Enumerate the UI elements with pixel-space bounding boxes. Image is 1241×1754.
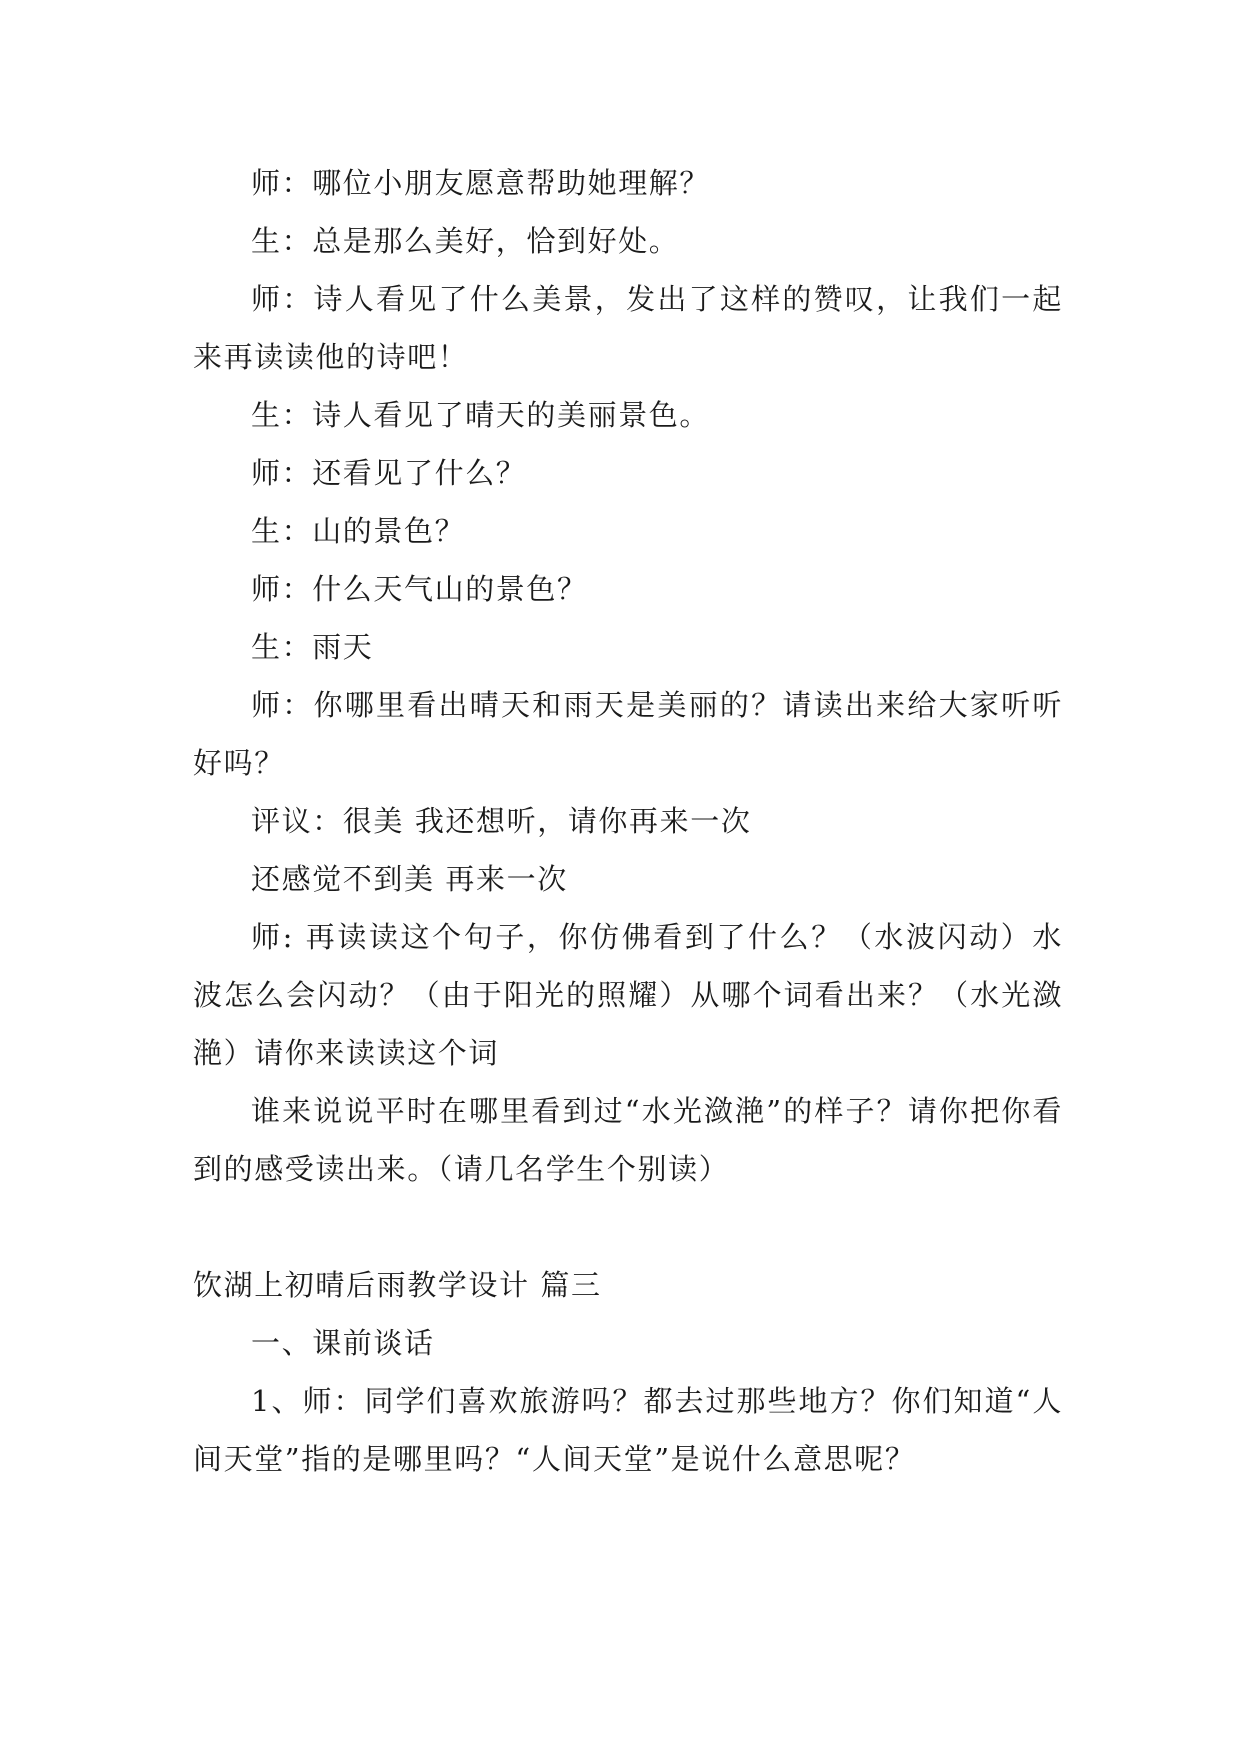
paragraph: 还感觉不到美 再来一次 <box>251 862 568 896</box>
paragraph: 生：山的景色？ <box>251 514 466 548</box>
paragraph: 师：哪位小朋友愿意帮助她理解？ <box>251 166 711 200</box>
paragraph: 评议：很美 我还想听，请你再来一次 <box>251 804 752 838</box>
paragraph: 师：还看见了什么？ <box>251 456 527 490</box>
paragraph: 师：你哪里看出晴天和雨天是美丽的？请读出来给大家听听好吗？ <box>193 688 1063 780</box>
paragraph: 生：诗人看见了晴天的美丽景色。 <box>251 398 711 432</box>
section-spacer <box>193 1198 1063 1256</box>
paragraph: 生：总是那么美好，恰到好处。 <box>251 224 680 258</box>
paragraph: 师: 再读读这个句子，你仿佛看到了什么？（水波闪动）水波怎么会闪动？（由于阳光的照耀）从哪个词看出来？（水光潋滟）请你来读读这个词 <box>193 920 1063 1070</box>
paragraph: 生：雨天 <box>251 630 374 664</box>
paragraph: 师：什么天气山的景色？ <box>251 572 588 606</box>
paragraph: 师：诗人看见了什么美景，发出了这样的赞叹，让我们一起来再读读他的诗吧！ <box>193 282 1063 374</box>
section-paragraph: 一、课前谈话 <box>251 1326 435 1360</box>
paragraph: 谁来说说平时在哪里看到过“水光潋滟”的样子？请你把你看到的感受读出来。（请几名学生个别读） <box>193 1094 1063 1186</box>
section-title: 饮湖上初晴后雨教学设计 篇三 <box>193 1268 602 1302</box>
section-paragraph: 1、师：同学们喜欢旅游吗？都去过那些地方？你们知道“人间天堂”指的是哪里吗？“人间天堂”是说什么意思呢？ <box>193 1384 1063 1476</box>
document-body <box>193 154 1063 1488</box>
